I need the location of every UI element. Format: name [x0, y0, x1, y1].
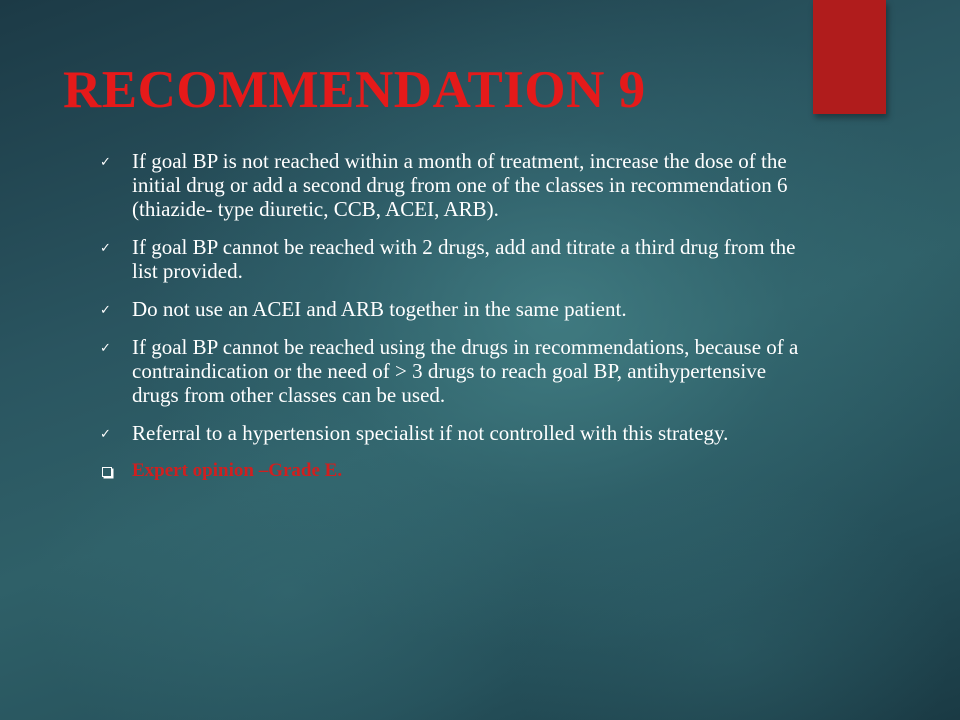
bullet-item [100, 297, 800, 321]
bullet-item [100, 335, 800, 407]
bullet-item [100, 421, 800, 445]
bullet-text: Referral to a hypertension specialist if not controlled with this strategy. [132, 421, 729, 445]
check-icon: ✓ [100, 154, 111, 169]
bullet-text: If goal BP cannot be reached using the drugs in recommendations, because of a contraindication or the need of > 3 drugs to reach goal BP, antihypertensive drugs from other classes can be used. [132, 335, 799, 407]
bullet-list [100, 149, 800, 483]
bullet-item [100, 149, 800, 221]
check-icon: ✓ [100, 426, 111, 441]
check-icon: ✓ [100, 240, 111, 255]
check-icon: ✓ [100, 302, 111, 317]
check-icon: ✓ [100, 340, 111, 355]
grade-item [100, 459, 800, 483]
accent-bar [813, 0, 886, 114]
grade-text: Expert opinion –Grade E. [132, 460, 343, 481]
bullet-text: If goal BP cannot be reached with 2 drugs, add and titrate a third drug from the list provided. [132, 235, 796, 283]
slide-title: RECOMMENDATION 9 [63, 61, 646, 119]
bullet-item [100, 235, 800, 283]
bullet-text: If goal BP is not reached within a month of treatment, increase the dose of the initial drug or add a second drug from one of the classes in recommendation 6 (thiazide- type diuretic, CCB, ACEI, ARB). [132, 149, 788, 221]
square-bullet-icon [102, 467, 112, 477]
bullet-text: Do not use an ACEI and ARB together in the same patient. [132, 297, 627, 321]
